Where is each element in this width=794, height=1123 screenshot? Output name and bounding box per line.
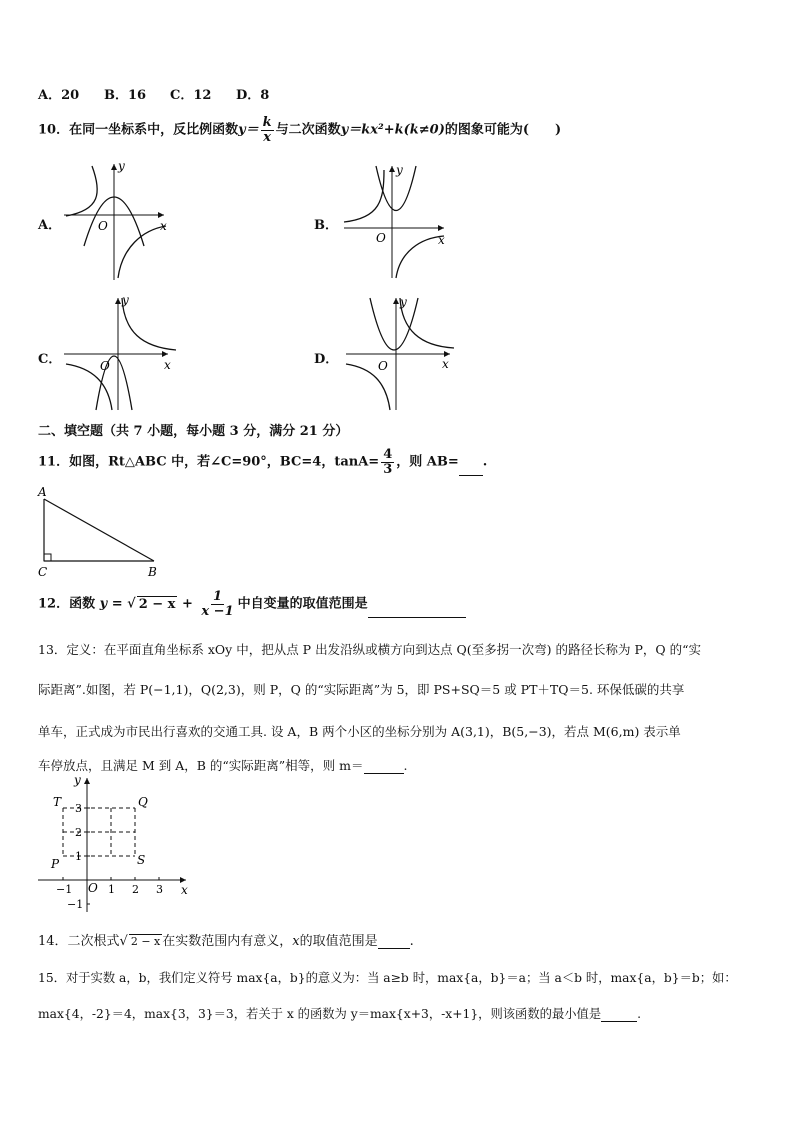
sqrt-symbol: √ [127, 596, 136, 612]
q13-line-3: 单车，正式成为市民出行喜欢的交通工具. 设 A，B 两个小区的坐标分别为 A(3,1)，B(5,−3)，若点 M(6,m) 表示单 [38, 724, 681, 739]
q14-suffix-2: 的取值范围是 [299, 934, 378, 949]
q12-suffix: 中自变量的取值范围是 [237, 596, 368, 612]
q14-stem [38, 930, 414, 949]
q12-radicand: 2 − x [138, 596, 176, 612]
q11-end: . [482, 454, 488, 470]
q11-frac-den: 3 [383, 461, 393, 477]
q15-line-1: 15．对于实数 a，b，我们定义符号 max{a，b}的意义为：当 a≥b 时，max{a，b}＝a；当 a＜b 时，max{a，b}＝b；如： [38, 971, 737, 985]
q13-origin: O [88, 881, 98, 895]
q13-line-1: 13．定义：在平面直角坐标系 xOy 中，把从点 P 出发沿纵或横方向到达点 Q(至多拐一次弯) 的路径长称为 P，Q 的“实 [38, 642, 702, 657]
q12-frac-den: x −1 [201, 603, 234, 619]
q12-y-eq: y = [99, 596, 123, 612]
q10-c-x-label: x [164, 358, 171, 372]
q11-frac-num: 4 [383, 447, 393, 462]
q13-ytick-1: 1 [75, 850, 82, 863]
q12-answer-blank [368, 617, 466, 618]
q13-x-label: x [181, 883, 188, 897]
q14-prefix: 14．二次根式 [38, 934, 120, 949]
q10-a-y-label: y [118, 159, 125, 173]
q11-suffix: ，则 AB= [396, 454, 459, 470]
q12-prefix: 12．函数 [38, 596, 96, 612]
q13-answer-blank [364, 773, 404, 774]
q13-xtick-3: 3 [156, 883, 163, 896]
q13-ytick-3: 3 [75, 802, 82, 815]
q10-b-y-label: y [396, 163, 403, 177]
q13-point-t: T [53, 795, 62, 809]
q10-quadratic: y＝kx²+k(k≠0) [340, 122, 445, 138]
q13-xtick-1: 1 [108, 883, 115, 896]
q15-answer-blank [601, 1021, 637, 1022]
q10-d-y-label: y [400, 295, 407, 309]
q11-stem [38, 448, 487, 476]
section-heading: 二、填空题（共 7 小题，每小题 3 分，满分 21 分） [38, 424, 349, 439]
q10-graph-b [340, 160, 452, 282]
q12-stem [38, 590, 466, 618]
q9-option-b: B．16 [104, 88, 147, 103]
q15-line-2-text: max{4，-2}＝4，max{3，3}＝3，若关于 x 的函数为 y＝max{x+3，-x+1}，则该函数的最小值是 [38, 1007, 602, 1021]
q10-option-b-label: B． [314, 218, 338, 233]
q10-c-y-label: y [122, 293, 129, 307]
q11-fraction [381, 448, 394, 476]
q13-point-s: S [137, 853, 146, 867]
q10-a-origin: O [98, 219, 108, 233]
q10-d-origin: O [378, 359, 388, 373]
q14-suffix: 在实数范围内有意义， [162, 934, 293, 949]
q10-graph-a [62, 158, 174, 283]
q10-option-c-label: C． [38, 352, 62, 367]
q13-xtick-2: 2 [132, 883, 139, 896]
q11-triangle-figure [36, 485, 162, 579]
q10-b-origin: O [376, 231, 386, 245]
q13-point-p: P [51, 857, 60, 871]
q11-label-c: C [38, 565, 48, 579]
q12-frac-num: 1 [212, 589, 223, 604]
q13-coordinate-figure [36, 772, 196, 918]
q10-d-x-label: x [442, 357, 449, 371]
q15-line-2-end: . [637, 1007, 642, 1021]
q11-label-a: A [38, 485, 47, 499]
q10-suffix: 的图象可能为( ) [444, 122, 562, 138]
q10-frac-num: k [262, 115, 272, 130]
q10-stem [38, 116, 561, 144]
q12-plus: + [181, 596, 193, 612]
q10-middle: 与二次函数 [275, 122, 341, 138]
q10-a-x-label: x [160, 219, 167, 233]
q10-option-a-label: A． [38, 218, 62, 233]
sqrt-symbol: √ [119, 934, 128, 949]
q14-end: . [409, 934, 414, 949]
q14-radicand: 2 − x [130, 935, 161, 948]
q9-option-d: D．8 [236, 88, 270, 103]
q11-label-b: B [148, 565, 157, 579]
q10-prefix: 10．在同一坐标系中，反比例函数 [38, 122, 239, 138]
q13-line-4-end: . [403, 758, 408, 773]
q13-ytick-neg1: −1 [67, 898, 84, 911]
q10-graph-c [62, 292, 180, 412]
q11-prefix: 11．如图，Rt△ABC 中，若∠C=90°，BC=4，tanA= [38, 454, 380, 470]
q13-line-2: 际距离”.如图，若 P(−1,1)，Q(2,3)，则 P，Q 的“实际距离”为 5，即 PS+SQ＝5 或 PT＋TQ＝5. 环保低碳的共享 [38, 682, 685, 697]
q10-c-origin: O [100, 359, 110, 373]
q13-xtick-neg1: −1 [56, 883, 73, 896]
q10-frac-den: x [263, 129, 272, 145]
q10-y-eq: y＝ [238, 122, 259, 138]
q13-ytick-2: 2 [75, 826, 82, 839]
q10-fraction [261, 116, 274, 144]
q15-line-2 [38, 1004, 641, 1022]
q10-option-d-label: D． [314, 352, 339, 367]
q14-answer-blank [378, 948, 410, 949]
q11-answer-blank [459, 475, 483, 476]
q13-line-4-text: 车停放点，且满足 M 到 A，B 的“实际距离”相等，则 m＝ [38, 758, 364, 773]
q13-y-label: y [74, 773, 81, 787]
q13-point-q: Q [138, 795, 148, 809]
q9-option-c: C．12 [170, 88, 212, 103]
q10-b-x-label: x [438, 233, 445, 247]
q10-graph-d [342, 292, 458, 412]
q14-var: x [292, 934, 300, 949]
q9-option-a: A．20 [38, 88, 80, 103]
q12-fraction [199, 590, 235, 618]
